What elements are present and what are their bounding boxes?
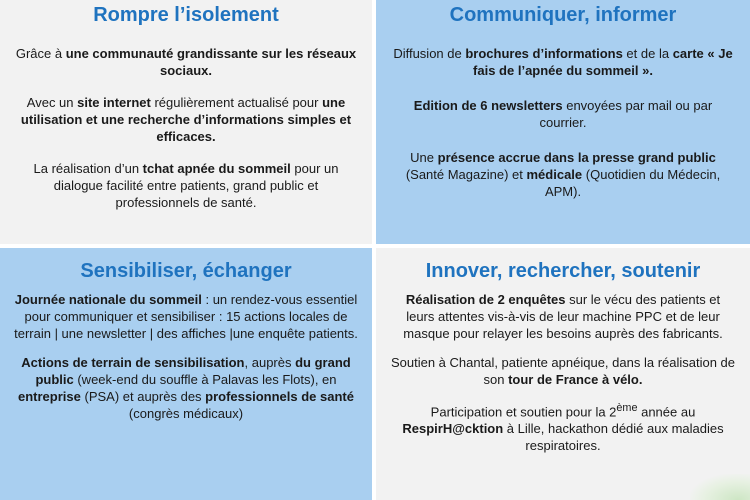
panel-title: Innover, rechercher, soutenir: [425, 260, 701, 282]
panel-sensibiliser-echanger: [0, 248, 372, 500]
text-run: régulièrement actualisé pour: [150, 95, 323, 110]
bold-text: entreprise: [18, 389, 81, 404]
bold-text: une utilisation et une recherche d’informations simples et efficaces.: [20, 95, 352, 144]
bold-text: Réalisation de 2 enquêtes: [405, 292, 566, 307]
paragraph: [14, 354, 358, 422]
bold-text: du grand public: [35, 355, 351, 387]
paragraph: [390, 45, 736, 79]
text-run: La réalisation d’un: [33, 161, 143, 176]
text-run: : un rendez-vous essentiel pour communiquer et sensibiliser : 15 actions locales de terrain | une newsletter | des affiches |une enquête patients.: [14, 292, 358, 341]
bold-text: carte « Je fais de l’apnée du sommeil ».: [473, 46, 733, 78]
text-run: et de la: [622, 46, 673, 61]
paragraph: [14, 291, 358, 342]
paragraph: [390, 354, 736, 388]
paragraph: [14, 45, 358, 79]
panel-rompre-isolement: [0, 0, 372, 244]
text-run: Diffusion de: [393, 46, 466, 61]
paragraph: [390, 97, 736, 131]
text-run: sur le vécu des patients et leurs attentes vis-à-vis de leur machine PPC et de leur masque pour relayer les besoins auprès des fabricants.: [403, 292, 723, 341]
panel-title: Rompre l’isolement: [93, 4, 279, 26]
bold-text: RespirH@cktion: [402, 421, 504, 437]
text-run: Grâce à: [15, 46, 66, 61]
text-run: , auprès: [244, 355, 296, 370]
text-run: Soutien à Chantal, patiente apnéique, dans la réalisation de son: [390, 355, 736, 387]
text-run: à Lille, hackathon dédié aux maladies respiratoires.: [503, 421, 724, 454]
panel-innover-rechercher-soutenir: [376, 248, 750, 500]
decorative-corner-image: [690, 474, 750, 500]
bold-text: Journée nationale du sommeil: [14, 292, 202, 307]
paragraph: [390, 400, 736, 454]
panel-title: Sensibiliser, échanger: [80, 260, 292, 282]
text-run: (week-end du souffle à Palavas les Flots), en: [73, 372, 337, 387]
text-run: envoyées par mail ou par courrier.: [539, 98, 713, 130]
text-run: pour un dialogue facilité entre patients, grand public et professionnels de santé.: [53, 161, 339, 210]
bold-text: site internet: [77, 95, 151, 110]
bold-text: tchat apnée du sommeil: [142, 161, 291, 176]
text-run: Une: [410, 150, 438, 165]
panel-communiquer-informer: [376, 0, 750, 244]
bold-text: professionnels de santé: [205, 389, 354, 404]
text-run: Participation et soutien pour la 2: [430, 404, 617, 420]
paragraph: [14, 94, 358, 145]
bold-text: tour de France à vélo.: [508, 372, 643, 387]
bold-text: Actions de terrain de sensibilisation: [21, 355, 245, 370]
paragraph: [390, 291, 736, 342]
text-run: (Quotidien du Médecin, APM).: [544, 167, 721, 199]
paragraph: [390, 149, 736, 200]
text-run: (Santé Magazine) et: [405, 167, 527, 182]
paragraph: [14, 160, 358, 211]
bold-text: Edition de 6 newsletters: [413, 98, 563, 113]
text-run: (PSA) et auprès des: [80, 389, 206, 404]
bold-text: présence accrue dans la presse grand public: [437, 150, 716, 165]
text-run: Avec un: [26, 95, 78, 110]
bold-text: brochures d’informations: [465, 46, 623, 61]
panel-title: Communiquer, informer: [449, 4, 677, 26]
bold-text: une communauté grandissante sur les réseaux sociaux.: [65, 46, 357, 78]
text-run: année au: [637, 404, 696, 420]
superscript: ème: [616, 402, 638, 414]
text-run: (congrès médicaux): [128, 406, 244, 421]
bold-text: médicale: [526, 167, 583, 182]
